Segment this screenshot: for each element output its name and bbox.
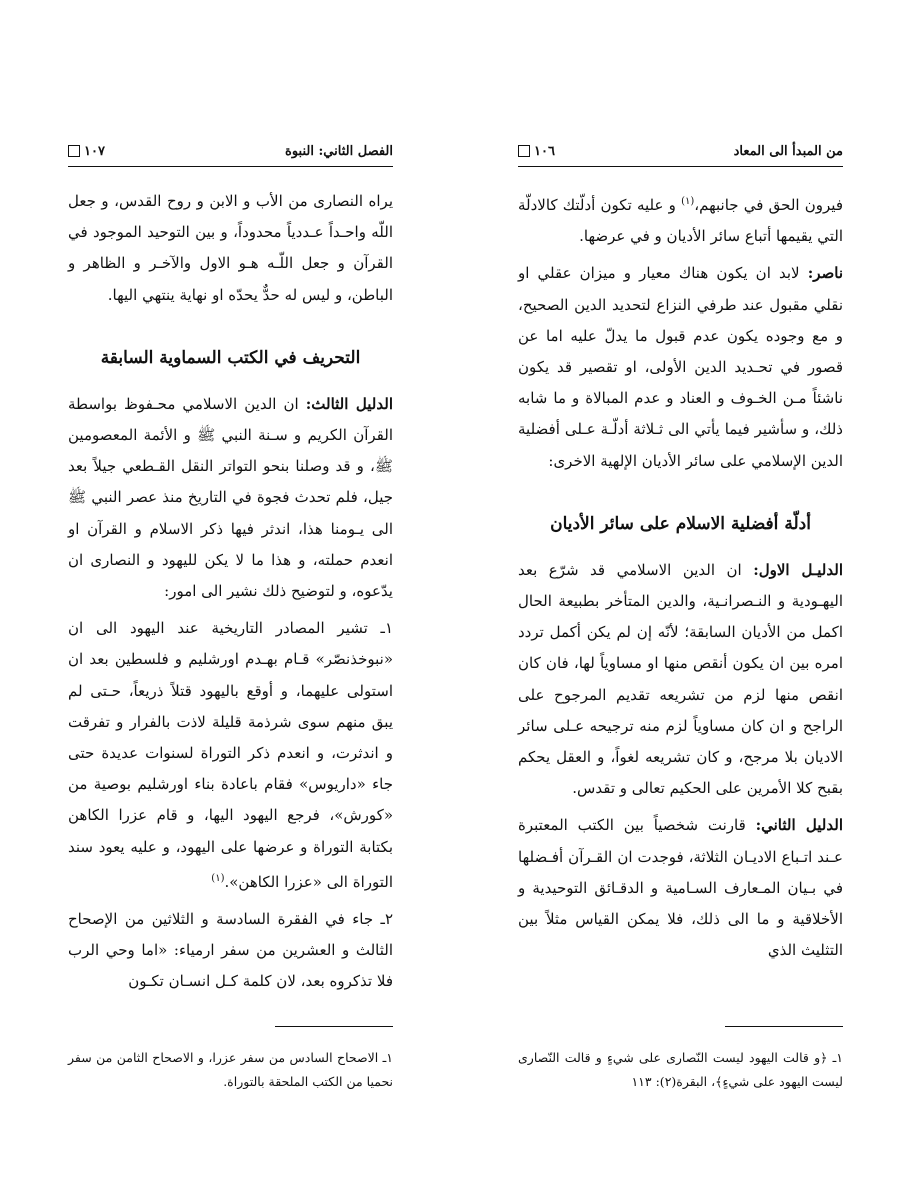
right-header-title: من المبدأ الى المعاد bbox=[733, 143, 843, 159]
right-footnote: ١ـ ﴿و قالت اليهود ليست النّصارى على شيءٍ و قالت النّصارى ليست اليهود على شيءٍ﴾، البقرة(٢): ١١٣ bbox=[518, 1050, 843, 1089]
right-p4-lead: الدليل الثاني: bbox=[755, 816, 843, 835]
left-footnote-separator bbox=[275, 1026, 393, 1027]
right-p4-text: قارنت شخصياً بين الكتب المعتبرة عـند اتـباع الاديـان الثلاثة، فوجدت ان القـرآن أفـضلها في بـيان المـعارف السـامية و الدقـائق التوحيدية و الأخلاقية و ما الى ذلك، فلا يمكن القياس مثلاً بين التثليث الذي bbox=[518, 816, 843, 960]
right-paragraph-4 bbox=[518, 810, 843, 966]
left-page-header bbox=[68, 140, 393, 167]
right-page-header bbox=[518, 140, 843, 167]
left-p2-text: ان الدين الاسلامي محـفوظ بواسطة القرآن الكريم و سـنة النبي ﷺ و الأئمة المعصومين ﷺ، و قد وصلنا بنحو التواتر النقل القـطعي جيلاً بعد جيل، فلم تحدث فجوة في التاريخ منذ عصر النبي ﷺ الى يـومنا هذا، اندثر فيها ذكر الاسلام و القرآن او انعدم حملته، و هذا ما لا يكن لليهود و النصارى ان يدّعوه، و لتوضيح ذلك نشير الى امور: bbox=[68, 394, 393, 601]
left-body bbox=[68, 186, 393, 1004]
left-paragraph-3 bbox=[68, 613, 393, 898]
right-p3-text: ان الدين الاسلامي قد شرّع بعد اليهـودية و النـصرانـية، والدين المتأخر بطبيعة الحال اكمل من الأديان السابقة؛ لأنّه إن لم يكن أكمل تردد امره بين ان يكون أنقص منها او مساوياً لها، فان كان انقص منها لزم من تشريعه تقديم المرجوح على الراجح و ان كان مساوياً لزم منه ترجيحه عـلى سائر الاديان بلا مرجح، و كان تشريعه لغواً، و العقل يحكم بقبح كلا الأمرين على الحكيم تعالى و تقدس. bbox=[518, 560, 843, 798]
page-marker-box-icon bbox=[518, 145, 530, 157]
left-page-number bbox=[68, 144, 105, 159]
right-p1-rest: و عليه تكون أدلّتك كالادلّة التي يقيمها أتباع سائر الأديان و في عرضها. bbox=[518, 196, 843, 246]
left-p2-lead: الدليل الثالث: bbox=[305, 394, 393, 413]
right-footnote-separator bbox=[725, 1026, 843, 1027]
right-p3-lead: الدليـل الاول: bbox=[753, 560, 843, 579]
page-marker-box-icon bbox=[68, 145, 80, 157]
right-body bbox=[518, 186, 843, 972]
right-page-number-text: ١٠٦ bbox=[534, 143, 555, 159]
left-section-heading: التحريف في الكتب السماوية السابقة bbox=[100, 347, 361, 368]
right-p2-text: لابد ان يكون هناك معيار و ميزان عقلي او نقلي مقبول عند طرفي النزاع لتحديد الدين الصحيح، و مع وجوده يكون عدم قبول ما يدلّ عليه اما عن قصور في تحـديد الدين الأولى، او تقصير قد يكون ناشئاً مـن الخـوف و العناد و عدم المبالاة و ما شابه ذلك، و سأشير فيما يأتي الى ثـلاثة أدلّـة عـلى أفضلية الدين الإسلامي على سائر الأديان الإلهية الاخرى: bbox=[518, 264, 843, 470]
right-paragraph-3 bbox=[518, 555, 843, 805]
right-paragraph-1 bbox=[518, 186, 843, 252]
right-p1-footnote-ref: (١) bbox=[681, 196, 695, 207]
left-p3-text: ١ـ تشير المصادر التاريخية عند اليهود الى ان «نبوخذنصّر» قـام بهـدم اورشليم و فلسطين بعد ان استولى عليهما، و أوقع باليهود قتلاً ذريعاً، حـتى لم يبق منهم سوى شرذمة قليلة لاذت بالفرار و تفرقت و اندثرت، و انعدم ذكر التوراة لسنوات عديدة حتى جاء «داريوس» فقام باعادة بناء اورشليم بوصية من «كورش»، فرجع اليهود اليها، و قام عزرا الكاهن بكتابة التوراة و عرضها على اليهود، و عليه يعود سند التوراة الى «عزرا الكاهن». bbox=[68, 619, 393, 891]
left-paragraph-2 bbox=[68, 389, 393, 607]
right-page bbox=[450, 0, 900, 1200]
left-paragraph-1: يراه النصارى من الأب و الابن و روح القدس، و جعل اللّه واحـداً عـددياً محدوداً، و بين التوحيد الموجود في القرآن و جعل اللّـه هـو الاول والآخـر و الظاهر و الباطن، و ليس له حدٌّ يحدّه او نهاية ينتهي اليها. bbox=[68, 192, 393, 304]
right-section-heading: أدلّة أفضلية الاسلام على سائر الأديان bbox=[550, 513, 811, 534]
right-p2-lead: ناصر: bbox=[807, 264, 843, 283]
right-p1-text: فيرون الحق في جانبهم، bbox=[694, 196, 843, 214]
right-paragraph-2 bbox=[518, 258, 843, 476]
left-footnote: ١ـ الاصحاح السادس من سفر عزرا، و الاصحاح الثامن من سفر نحميا من الكتب الملحقة بالتوراة. bbox=[68, 1050, 393, 1089]
left-p3-footnote-ref: (١) bbox=[211, 872, 225, 884]
left-paragraph-4: ٢ـ جاء في الفقرة السادسة و الثلاثين من الإصحاح الثالث و العشرين من سفر ارمياء: «اما وحي الرب فلا تذكروه بعد، لان كلمة كـل انسـان تكـون bbox=[68, 910, 393, 991]
left-header-title: الفصل الثاني: النبوة bbox=[285, 143, 393, 159]
left-page-number-text: ١٠٧ bbox=[84, 143, 105, 159]
right-page-number bbox=[518, 144, 555, 159]
